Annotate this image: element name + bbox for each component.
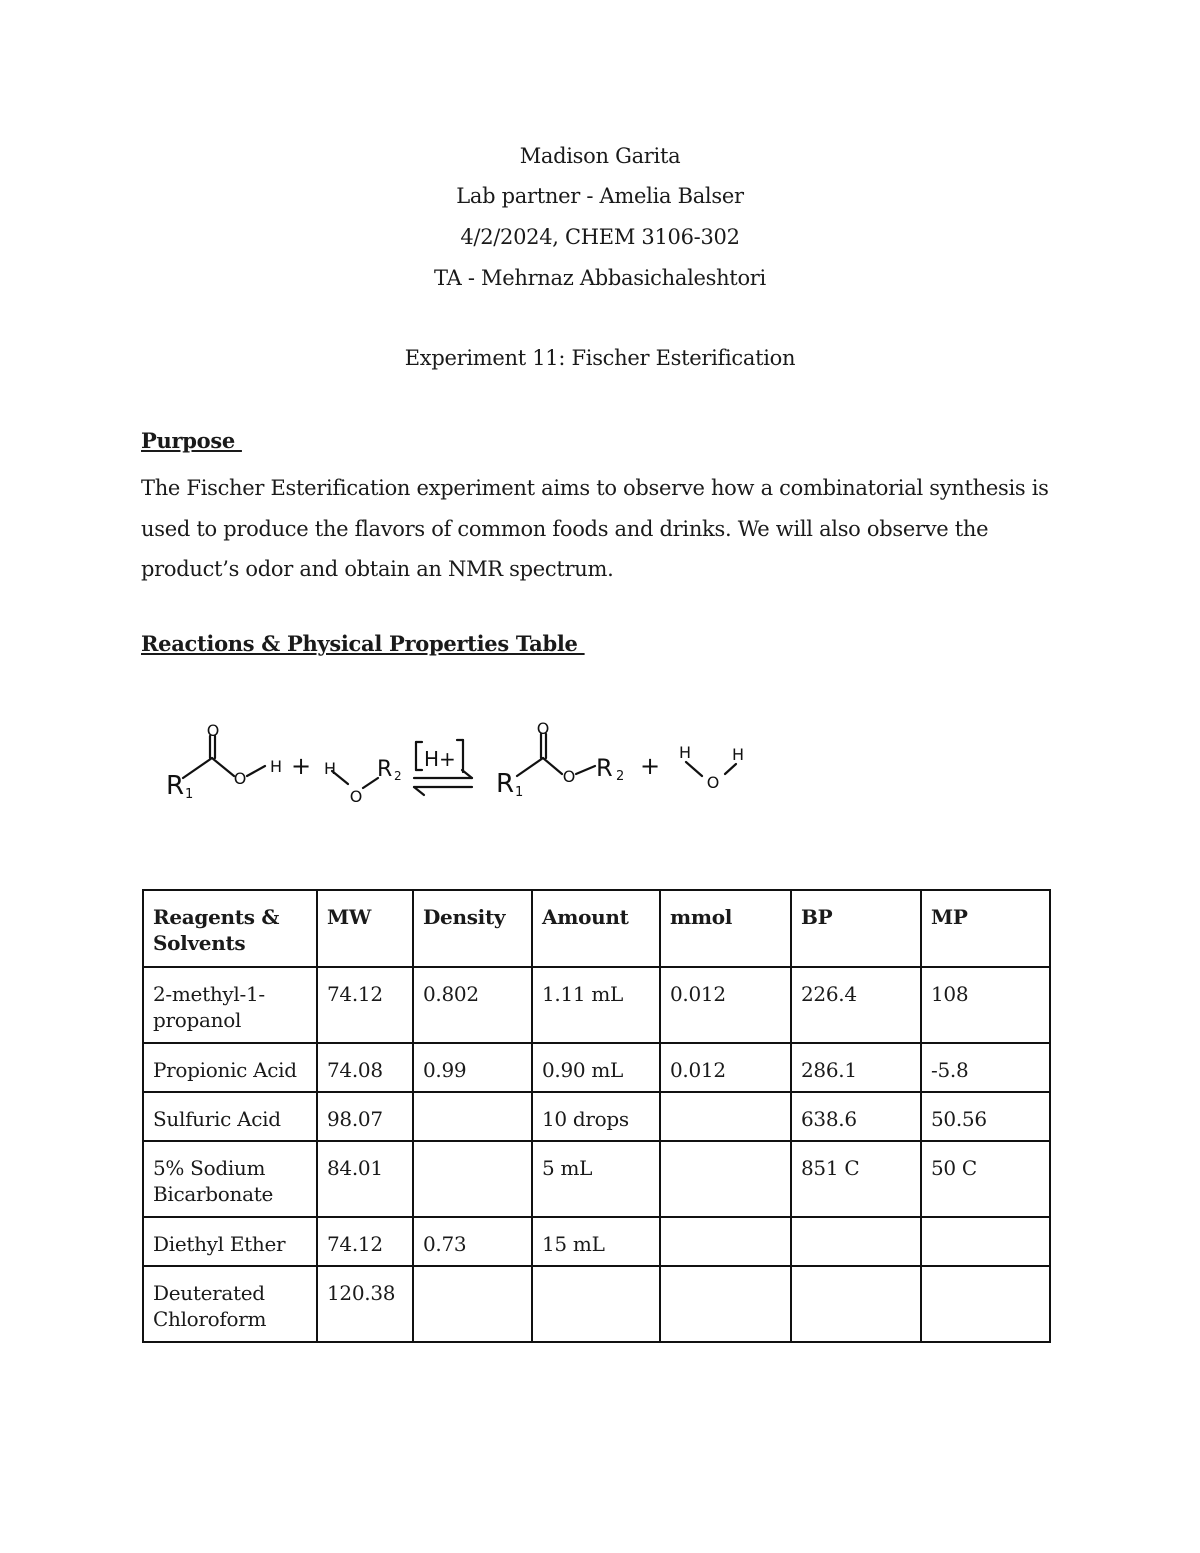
cell-bp: 286.1	[791, 1043, 921, 1092]
cell-density: 0.73	[413, 1217, 532, 1266]
table-row	[143, 1043, 1050, 1092]
cell-density	[413, 1092, 532, 1141]
cell-density	[413, 1141, 532, 1217]
plus-sign-2: +	[640, 752, 661, 780]
cell-mp: 108	[921, 967, 1050, 1043]
water-o: O	[706, 773, 720, 792]
reactant-hydroxyl-o: O	[233, 769, 247, 788]
cell-mp: 50.56	[921, 1092, 1050, 1141]
water-h-right: H	[732, 745, 745, 764]
bond-o-h	[247, 766, 265, 776]
author-name: Madison Garita	[519, 144, 681, 168]
table-row	[143, 1092, 1050, 1141]
product-carbonyl-o: O	[536, 719, 550, 738]
cell-density: 0.802	[413, 967, 532, 1043]
product-r2: R	[596, 754, 613, 782]
product-ester-o: O	[562, 767, 576, 786]
cell-reagent: Propionic Acid	[143, 1043, 317, 1092]
cell-amount: 1.11 mL	[532, 967, 660, 1043]
cell-mw: 84.01	[317, 1141, 413, 1217]
bond-o-r2	[363, 778, 378, 788]
reactant-r1-sub: 1	[185, 787, 194, 802]
header-reagents: Reagents & Solvents	[143, 890, 317, 967]
purpose-text: The Fischer Esterification experiment aims to observe how a combinatorial synthesis is used to produce the flavors of common foods and drinks. We will also observe the product’s odor and obtain an NMR spectrum.	[141, 476, 1049, 581]
cell-reagent: Diethyl Ether	[143, 1217, 317, 1266]
cell-reagent: 2-methyl-1-propanol	[143, 967, 317, 1043]
cell-mmol	[660, 1141, 791, 1217]
header-mw: MW	[317, 890, 413, 967]
purpose-heading: Purpose	[141, 428, 242, 453]
alcohol-o: O	[349, 787, 363, 806]
cell-mw: 74.12	[317, 1217, 413, 1266]
cell-density: 0.99	[413, 1043, 532, 1092]
cell-mmol	[660, 1217, 791, 1266]
bond-r1-c	[183, 758, 212, 778]
bond-product-c-o	[543, 758, 562, 774]
cell-mp: -5.8	[921, 1043, 1050, 1092]
cell-mw: 98.07	[317, 1092, 413, 1141]
table-header-row	[143, 890, 1050, 967]
water-h-left: H	[679, 743, 692, 762]
cell-density	[413, 1266, 532, 1342]
cell-mw: 120.38	[317, 1266, 413, 1342]
alcohol-h: H	[324, 759, 337, 778]
cell-reagent: 5% Sodium Bicarbonate	[143, 1141, 317, 1217]
reactions-heading: Reactions & Physical Properties Table	[141, 631, 585, 656]
reactant-hydroxyl-h: H	[270, 757, 283, 776]
cell-mp	[921, 1266, 1050, 1342]
plus-sign-1: +	[291, 752, 312, 780]
cell-mmol: 0.012	[660, 1043, 791, 1092]
cell-mw: 74.12	[317, 967, 413, 1043]
cell-amount: 5 mL	[532, 1141, 660, 1217]
header-amount: Amount	[532, 890, 660, 967]
cell-bp	[791, 1217, 921, 1266]
product-r1: R	[496, 769, 515, 799]
experiment-title: Experiment 11: Fischer Esterification	[404, 346, 796, 370]
cell-reagent: Sulfuric Acid	[143, 1092, 317, 1141]
cell-mmol	[660, 1266, 791, 1342]
cell-bp: 226.4	[791, 967, 921, 1043]
reverse-arrow-head	[414, 787, 424, 795]
cell-amount: 15 mL	[532, 1217, 660, 1266]
reaction-scheme	[150, 712, 770, 824]
cell-bp	[791, 1266, 921, 1342]
product-r1-sub: 1	[515, 785, 524, 800]
bond-c-o	[212, 758, 234, 776]
header-mp: MP	[921, 890, 1050, 967]
bond-water-h-o	[686, 762, 702, 776]
cell-mmol	[660, 1092, 791, 1141]
table-row	[143, 1266, 1050, 1342]
cell-bp: 851 C	[791, 1141, 921, 1217]
bond-product-o-r2	[576, 766, 595, 774]
header-mmol: mmol	[660, 890, 791, 967]
table-row	[143, 1141, 1050, 1217]
bond-product-r1-c	[517, 758, 543, 776]
cell-bp: 638.6	[791, 1092, 921, 1141]
cell-mp	[921, 1217, 1050, 1266]
cell-reagent: Deuterated Chloroform	[143, 1266, 317, 1342]
lab-partner: Lab partner - Amelia Balser	[456, 184, 744, 208]
forward-arrow-head	[462, 770, 472, 778]
date-course: 4/2/2024, CHEM 3106-302	[460, 225, 740, 249]
cell-amount: 0.90 mL	[532, 1043, 660, 1092]
header-density: Density	[413, 890, 532, 967]
cell-mmol: 0.012	[660, 967, 791, 1043]
catalyst-label: H+	[424, 747, 456, 771]
table-row	[143, 967, 1050, 1043]
reactant-r1: R	[166, 771, 185, 801]
alcohol-r2: R	[377, 757, 393, 782]
reactant-carbonyl-o: O	[206, 721, 220, 740]
cell-mp: 50 C	[921, 1141, 1050, 1217]
physical-properties-table	[142, 889, 1051, 1343]
teaching-assistant: TA - Mehrnaz Abbasichaleshtori	[434, 266, 766, 290]
alcohol-r2-sub: 2	[394, 769, 402, 783]
bond-water-o-h	[725, 764, 736, 774]
product-r2-sub: 2	[616, 769, 625, 784]
cell-mw: 74.08	[317, 1043, 413, 1092]
cell-amount: 10 drops	[532, 1092, 660, 1141]
table-row	[143, 1217, 1050, 1266]
header-bp: BP	[791, 890, 921, 967]
cell-amount	[532, 1266, 660, 1342]
